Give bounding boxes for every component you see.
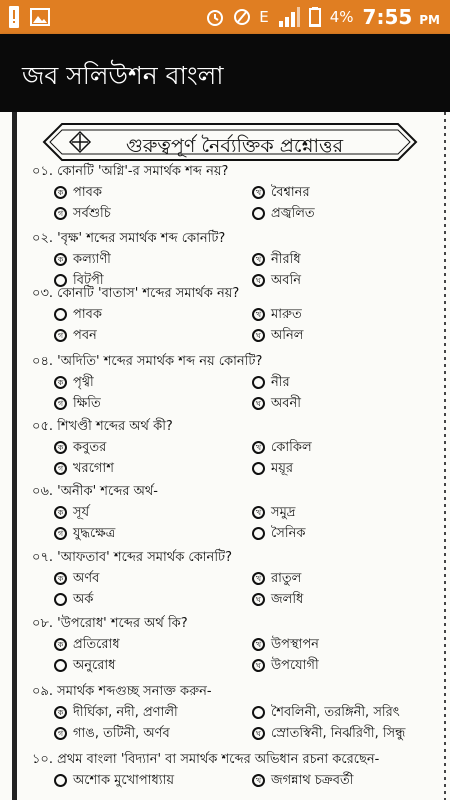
answer-option [252,702,450,723]
correct-answer-marker-icon [252,376,265,389]
option-label: অনিল [271,328,304,343]
option-marker-icon: গ [54,527,67,540]
answer-option [252,249,450,270]
option-label: অশোক মুখোপাধ্যায় [73,773,174,788]
option-marker-icon: ক [54,186,67,199]
options-grid [32,568,442,610]
answer-option [54,589,252,610]
question-block [32,682,442,744]
question-block [32,548,442,610]
no-sim-icon [234,8,250,26]
alert-icon [8,6,20,28]
correct-answer-marker-icon [54,308,67,321]
option-label: মারুত [271,307,302,322]
option-label: সর্বশুচি [73,206,111,221]
options-grid [32,182,442,224]
option-label: পাবক [73,185,102,200]
battery-percent: 4% [329,8,354,26]
answer-option [54,723,252,744]
question-text: ০৩. কোনটি 'বাতাস' শব্দের সমার্থক নয়? [32,286,240,301]
options-grid [32,502,442,544]
correct-answer-marker-icon [54,774,67,787]
option-label: খরগোশ [73,461,114,476]
options-grid [32,304,442,346]
answer-option [252,458,450,479]
option-label: উপস্থাপন [271,637,319,652]
answer-option [54,393,252,414]
question-text: ০৯. সমার্থক শব্দগুচ্ছ সনাক্ত করুন- [32,684,212,699]
option-label: দীর্ঘিকা, নদী, প্রণালী [73,705,178,720]
question-text: ০৮. 'উপরোধ' শব্দের অর্থ কি? [32,616,188,631]
option-marker-icon: খ [252,253,265,266]
answer-option [252,568,450,589]
answer-option [54,203,252,224]
question-text: ০৭. 'আফতাব' শব্দের সমার্থক কোনটি? [32,550,233,565]
option-marker-icon: খ [252,638,265,651]
question-block [32,614,442,676]
option-label: নীর [271,375,290,390]
option-label: জলধি [271,592,304,607]
network-type: E [259,8,269,26]
option-label: পৃথ্বী [73,375,94,390]
option-label: স্রোতস্বিনী, নির্ঝরিণী, সিন্ধু [271,726,406,741]
section-banner [40,120,420,164]
answer-option [54,702,252,723]
correct-answer-marker-icon [252,527,265,540]
battery-icon [309,7,321,27]
option-marker-icon: খ [252,186,265,199]
answer-option [252,502,450,523]
answer-option [252,770,450,791]
answer-option [252,203,450,224]
answer-option [54,249,252,270]
option-marker-icon: ক [54,638,67,651]
answer-option [54,655,252,676]
question-text: ০২. 'বৃক্ষ' শব্দের সমার্থক শব্দ কোনটি? [32,231,226,246]
scanned-page[interactable] [0,112,450,800]
options-grid [32,372,442,414]
option-marker-icon: ঘ [252,659,265,672]
option-marker-icon: ঘ [252,727,265,740]
option-label: কল্যাণী [73,252,111,267]
option-marker-icon: ঘ [252,329,265,342]
option-marker-icon: খ [252,774,265,787]
question-block [32,352,442,414]
option-label: বৈশ্বানর [271,185,310,200]
correct-answer-marker-icon [252,207,265,220]
question-text: ০৬. 'অনীক' শব্দের অর্থ- [32,484,158,499]
options-grid [32,437,442,479]
option-label: সূর্য [73,505,90,520]
option-marker-icon: ঘ [252,593,265,606]
option-label: কোকিল [271,440,312,455]
option-label: অবনী [271,396,301,411]
correct-answer-marker-icon [54,659,67,672]
correct-answer-marker-icon [252,462,265,475]
option-marker-icon: গ [54,727,67,740]
answer-option [252,372,450,393]
answer-option [252,723,450,744]
answer-option [252,523,450,544]
clock: 7:55 PM [362,5,440,29]
option-marker-icon: খ [252,572,265,585]
option-marker-icon: ঘ [252,274,265,287]
answer-option [54,523,252,544]
option-label: শৈবলিনী, তরঙ্গিনী, সরিৎ [271,705,400,720]
question-text: ০৫. শিখণ্ডী শব্দের অর্থ কী? [32,419,173,434]
option-marker-icon: ক [54,376,67,389]
option-label: পবন [73,328,97,343]
options-grid [32,702,442,744]
image-icon [30,8,50,26]
question-block [32,482,442,544]
options-grid [32,634,442,676]
option-label: যুদ্ধক্ষেত্র [73,526,116,541]
correct-answer-marker-icon [252,706,265,719]
option-marker-icon: খ [252,441,265,454]
option-marker-icon: গ [54,207,67,220]
answer-option [54,437,252,458]
answer-option [54,770,252,791]
page-edge [12,112,17,800]
option-marker-icon: ক [54,706,67,719]
answer-option [252,589,450,610]
option-label: সমুদ্র [271,505,296,520]
option-label: প্রজ্বলিত [271,206,315,221]
option-marker-icon: গ [54,462,67,475]
answer-option [252,304,450,325]
option-marker-icon: গ [54,329,67,342]
answer-option [252,325,450,346]
answer-option [252,655,450,676]
option-marker-icon: ঘ [252,397,265,410]
question-block [32,162,442,224]
answer-option [252,182,450,203]
question-text: ০১. কোনটি 'অগ্নি'-র সমার্থক শব্দ নয়? [32,164,229,179]
question-block [32,284,442,346]
option-label: পাবক [73,307,102,322]
signal-icon [278,7,300,27]
banner-title: গুরুত্বপূর্ণ নৈর্ব্যক্তিক প্রশ্নোত্তর [126,135,344,157]
question-block [32,750,442,791]
option-marker-icon: ক [54,253,67,266]
answer-option [252,393,450,414]
answer-option [54,502,252,523]
option-marker-icon: ক [54,441,67,454]
answer-option [54,372,252,393]
alarm-icon [205,7,225,27]
option-marker-icon: ক [54,572,67,585]
option-marker-icon: গ [54,397,67,410]
answer-option [54,182,252,203]
option-label: ক্ষিতি [73,396,101,411]
answer-option [54,458,252,479]
answer-option [252,634,450,655]
option-label: জগন্নাথ চক্রবর্তী [271,773,354,788]
option-marker-icon: খ [252,506,265,519]
option-label: রাতুল [271,571,302,586]
option-label: প্রতিরোধ [73,637,120,652]
option-label: অর্ণব [73,571,100,586]
option-label: ময়ূর [271,461,294,476]
correct-answer-marker-icon [54,593,67,606]
app-title: জব সলিউশন বাংলা [22,61,224,90]
option-label: অনুরোধ [73,658,116,673]
options-grid [32,770,442,791]
option-label: অবনি [271,273,301,288]
option-label: অর্ক [73,592,94,607]
option-label: উপযোগী [271,658,319,673]
option-label: গাঙ, তটিনী, অর্ণব [73,726,170,741]
question-text: ১০. প্রথম বাংলা 'বিদ্যান' বা সমার্থক শব্দের অভিধান রচনা করেছেন- [32,752,380,767]
question-block [32,417,442,479]
option-marker-icon: খ [252,308,265,321]
answer-option [54,568,252,589]
option-marker-icon: ক [54,506,67,519]
status-bar [0,0,450,34]
question-text: ০৪. 'অদিতি' শব্দের সমার্থক শব্দ নয় কোনটি? [32,354,263,369]
answer-option [54,634,252,655]
app-bar [0,34,450,112]
option-label: বিটপী [73,273,104,288]
answer-option [54,325,252,346]
option-label: নীরধি [271,252,301,267]
answer-option [54,304,252,325]
answer-option [252,437,450,458]
option-label: সৈনিক [271,526,306,541]
option-label: কবুতর [73,440,107,455]
question-block [32,229,442,291]
